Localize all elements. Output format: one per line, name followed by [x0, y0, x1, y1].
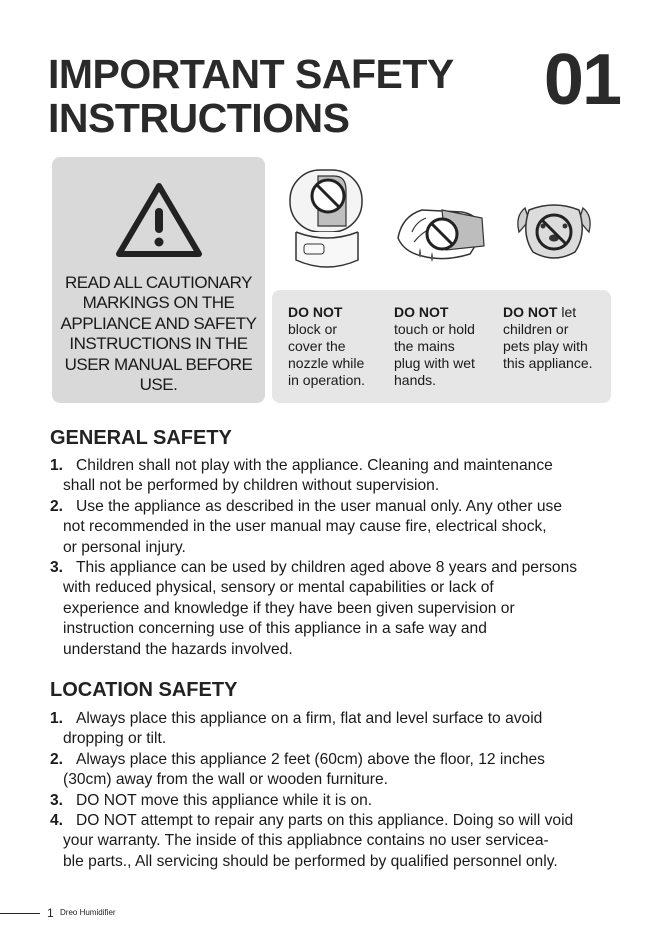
list-item: 2. Always place this appliance 2 feet (60cm) above the floor, 12 inches (30cm) away from the wall or wooden furniture.	[50, 750, 545, 789]
caption-line: pets play with	[503, 338, 588, 354]
caption-line: touch or hold	[394, 321, 475, 337]
nozzle-caption	[288, 304, 396, 389]
list-item: 2. Use the appliance as described in the user manual only. Any other use not recommended in the user manual may cause fire, electrical shock, or personal injury.	[50, 497, 563, 556]
footer-product-name: Dreo Humidifier	[60, 908, 116, 917]
chapter-number: 01	[543, 40, 620, 120]
no-pets-icon	[513, 198, 595, 266]
list-item: 1. Always place this appliance on a firm, flat and level surface to avoid dropping or tilt.	[50, 710, 543, 748]
page-title	[48, 52, 518, 140]
caption-line: this appliance.	[503, 355, 593, 371]
caption-line: block or	[288, 321, 338, 337]
warning-text	[52, 273, 265, 395]
list-item: 3. DO NOT move this appliance while it is on.	[50, 791, 373, 809]
title-line: INSTRUCTIONS	[48, 95, 350, 141]
list-item: 4. DO NOT attempt to repair any parts on this appliance. Doing so will void your warranty. The inside of this appliabnce contains no user servicea- ble parts., All servicing should be performed by qualified personnel only.	[50, 812, 574, 870]
location-safety-list	[50, 709, 620, 872]
caption-line: in operation.	[288, 372, 366, 388]
caption-bold: DO NOT	[288, 304, 343, 320]
plug-caption	[394, 304, 502, 389]
warning-box	[52, 157, 265, 403]
warning-line: APPLIANCE AND SAFETY	[60, 313, 257, 333]
caption-bold: DO NOT	[503, 304, 558, 320]
page-number: 1	[47, 906, 54, 920]
list-item: 3. This appliance can be used by children aged above 8 years and persons with reduced physical, sensory or mental capabilities or lack of experience and knowledge if they have been given supervision or instruction concerning use of this appliance in a safe way and understand the hazards involved.	[50, 559, 578, 658]
caption-line: children or	[503, 321, 569, 337]
location-safety-heading: LOCATION SAFETY	[50, 679, 238, 701]
caption-line: nozzle while	[288, 355, 365, 371]
footer-rule	[0, 913, 40, 914]
caption-bold: DO NOT	[394, 304, 449, 320]
warning-line: READ ALL CAUTIONARY	[64, 273, 252, 292]
warning-line: USE.	[139, 375, 178, 395]
caption-line: cover the	[288, 338, 346, 354]
general-safety-list	[50, 456, 620, 660]
warning-line: MARKINGS ON THE	[82, 293, 235, 313]
title-line: IMPORTANT SAFETY	[48, 51, 454, 97]
caption-line: hands.	[394, 372, 437, 388]
caption-line: plug with wet	[394, 355, 475, 371]
wet-hand-plug-prohibited-icon	[392, 198, 492, 266]
warning-line: INSTRUCTIONS IN THE	[69, 334, 248, 354]
warning-triangle-icon	[113, 180, 205, 260]
pets-caption: DO NOT let children or pets play with this appliance.	[503, 304, 611, 372]
warning-line: USER MANUAL BEFORE	[64, 354, 253, 374]
general-safety-heading: GENERAL SAFETY	[50, 427, 232, 449]
list-item: 1. Children shall not play with the appliance. Cleaning and maintenance shall not be performed by children without supervision.	[50, 457, 553, 495]
humidifier-nozzle-prohibited-icon	[282, 166, 372, 284]
caption-line: the mains	[394, 338, 455, 354]
